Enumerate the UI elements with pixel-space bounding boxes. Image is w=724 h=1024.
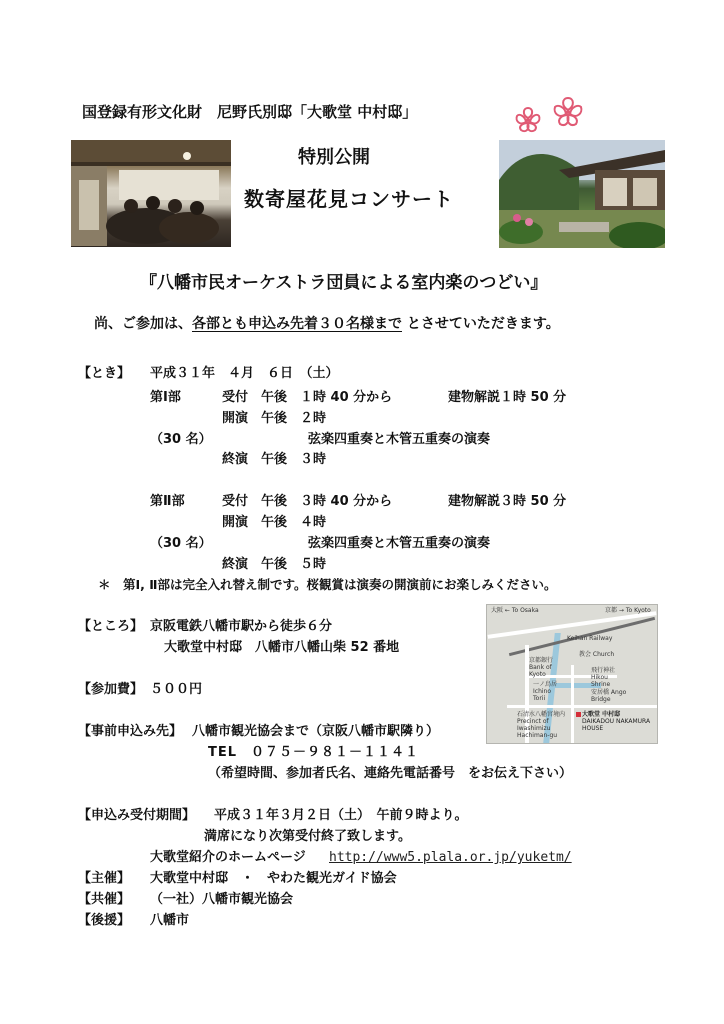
cherry-blossom-icon (506, 92, 594, 142)
event-subtitle: 『八幡市民オーケストラ団員による室内楽のつどい』 (140, 273, 548, 293)
access-map (486, 604, 658, 744)
map-label-ichino: 一ノ鳥居 Ichino Torii (533, 681, 558, 702)
support-label: 【後援】 (78, 913, 131, 928)
cohost-value: （一社）八幡市観光協会 (150, 892, 294, 907)
part2-capacity: （30 名） (150, 536, 212, 551)
registration-tel: TEL ０７５－９８１－１１４１ (208, 745, 420, 760)
cohost-label: 【共催】 (78, 892, 131, 907)
fee-value: ５００円 (150, 682, 203, 697)
header-line2: 特別公開 (298, 147, 370, 168)
part2-reception: 受付 午後 ３時 40 分から (222, 494, 393, 509)
place-venue: 大歌堂中村邸 八幡市八幡山柴 52 番地 (164, 640, 400, 655)
map-label-bank: 京都銀行 Bank of Kyoto (529, 657, 554, 678)
event-date: 平成３１年 ４月 ６日 （土） (150, 366, 339, 381)
map-destination (582, 711, 652, 732)
schedule-label: 【とき】 (78, 366, 131, 381)
part2-open: 開演 午後 ４時 (222, 515, 327, 530)
map-label-church: 教会 Church (579, 651, 615, 658)
notice-text: 尚、ご参加は、 (94, 316, 192, 332)
organizer-value: 大歌堂中村邸 ・ やわた観光ガイド協会 (150, 871, 397, 886)
schedule-note: ＊ 第Ⅰ, Ⅱ部は完全入れ替え制です。桜観賞は演奏の開演前にお楽しみください。 (98, 577, 557, 592)
map-label-keihan: Keihan Railway (567, 635, 613, 642)
map-label-osaka: 大阪 ← To Osaka (491, 607, 539, 614)
map-label-hikou: 飛行神社 Hikou Shrine (591, 667, 616, 688)
part1-open: 開演 午後 ２時 (222, 411, 327, 426)
map-label-kyoto: 京都 → To Kyoto (605, 607, 651, 614)
part1-close: 終演 午後 ３時 (222, 452, 327, 467)
part1-program: 弦楽四重奏と木管五重奏の演奏 (308, 432, 491, 447)
part2-program: 弦楽四重奏と木管五重奏の演奏 (308, 536, 491, 551)
map-destination-jp: 大歌堂 中村邸 (582, 711, 621, 718)
registration-instructions: （希望時間、参加者氏名、連絡先電話番号 をお伝え下さい） (208, 766, 573, 781)
homepage-label: 大歌堂紹介のホームページ (150, 850, 306, 865)
period-start: 平成３１年３月２日（土） 午前９時より。 (214, 808, 468, 823)
capacity-notice (94, 313, 560, 333)
part2-name: 第Ⅱ部 (150, 494, 185, 509)
place-access: 京阪電鉄八幡市駅から徒歩６分 (150, 619, 333, 634)
map-label-precinct: 石清水八幡宮境内 Precinct of Iwashimizu Hachiman-gu (517, 711, 566, 739)
organizer-label: 【主催】 (78, 871, 131, 886)
part1-commentary: 建物解説１時 50 分 (448, 390, 567, 405)
villa-garden-photo (499, 140, 665, 248)
fee-label: 【参加費】 (78, 682, 144, 697)
part2-commentary: 建物解説３時 50 分 (448, 494, 567, 509)
notice-text-end: とさせていただきます。 (402, 316, 560, 332)
registration-contact: 八幡市観光協会まで（京阪八幡市駅隣り） (192, 724, 440, 739)
homepage-link[interactable]: http://www5.plala.or.jp/yuketm/ (329, 850, 572, 865)
map-label-bridge: 安居橋 Ango Bridge (591, 689, 627, 703)
support-value: 八幡市 (150, 913, 190, 928)
period-closing: 満席になり次第受付終了致します。 (204, 829, 411, 844)
notice-underlined: 各部とも申込み先着３０名様まで (192, 316, 402, 332)
place-label: 【ところ】 (78, 619, 144, 634)
part2-close: 終演 午後 ５時 (222, 557, 327, 572)
part1-reception: 受付 午後 １時 40 分から (222, 390, 393, 405)
map-destination-en: DAIKADOU NAKAMURA HOUSE (582, 718, 651, 732)
period-label: 【申込み受付期間】 (78, 808, 196, 823)
header-line1: 国登録有形文化財 尼野氏別邸「大歌堂 中村邸」 (82, 103, 418, 121)
concert-interior-photo (71, 140, 231, 247)
part1-capacity: （30 名） (150, 432, 212, 447)
part1-name: 第Ⅰ部 (150, 390, 181, 405)
destination-marker-icon (576, 712, 581, 717)
concert-title: 数寄屋花見コンサート (244, 187, 454, 211)
registration-label: 【事前申込み先】 (78, 724, 183, 739)
